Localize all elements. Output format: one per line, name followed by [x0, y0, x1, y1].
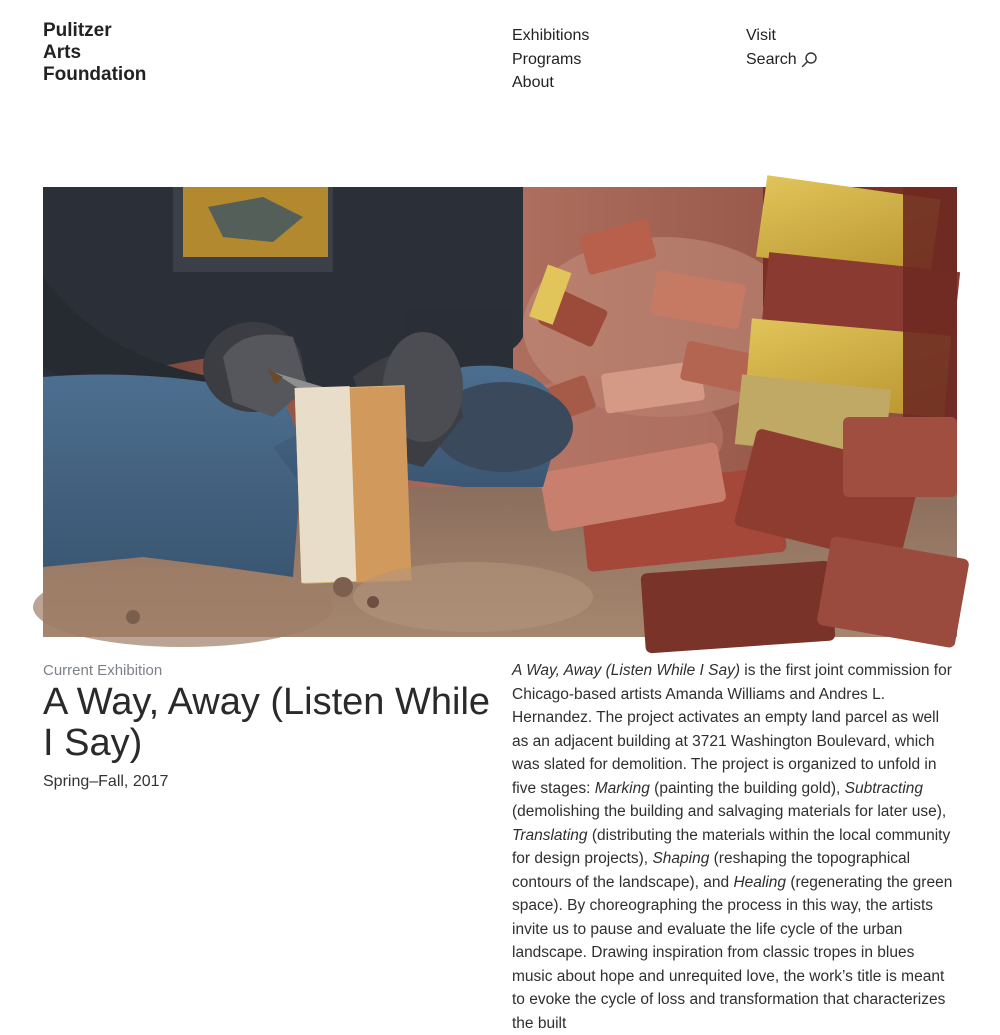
- stage-subtracting: Subtracting: [844, 779, 924, 797]
- search-label: Search: [746, 50, 797, 68]
- description-text-2: (painting the building gold),: [649, 779, 845, 797]
- description-text-5: (reshaping the topographical contours of the landscape), and: [512, 850, 911, 891]
- site-logo[interactable]: [43, 20, 223, 86]
- stage-shaping: Shaping: [652, 850, 710, 867]
- description-text-6: (regenerating the green space). By choreographing the process in this way, the artists invite us to pause and evaluate the life cycle of the urban landscape. Drawing inspiration from classic tropes in blues music about hope and unrequited love, the work’s title is meant to evoke the cycle of loss and transformation that characterizes the built: [512, 873, 953, 1032]
- description-text-4: (distributing the materials within the local community for design projects),: [512, 826, 951, 867]
- search-icon: [801, 51, 818, 68]
- logo-line-2: Arts: [43, 42, 82, 63]
- stage-translating: Translating: [512, 826, 588, 844]
- exhibition-label: Current Exhibition: [43, 662, 163, 679]
- logo-line-3: Foundation: [43, 64, 147, 85]
- exhibition-title: A Way, Away (Listen While I Say): [43, 681, 491, 764]
- hero-photo: [43, 187, 957, 637]
- hero-image: [43, 187, 957, 637]
- nav-link-programs[interactable]: Programs: [512, 50, 582, 68]
- secondary-nav: [746, 24, 818, 71]
- description-text-3: (demolishing the building and salvaging materials for later use),: [512, 803, 947, 820]
- primary-nav: [512, 24, 589, 95]
- description-text-1: is the first joint commission for Chicago-based artists Amanda Williams and Andres L. Hernandez. The project activates an empty land parcel as well as an adjacent building at 3721 Washington Boulevard, which was slated for demolition. The project is organized to unfold in five stages:: [512, 662, 952, 797]
- nav-link-about[interactable]: About: [512, 74, 554, 91]
- nav-link-visit[interactable]: Visit: [746, 27, 776, 44]
- search-button[interactable]: [746, 48, 818, 72]
- stage-marking: Marking: [594, 779, 650, 797]
- stage-healing: Healing: [733, 873, 787, 891]
- description-title: A Way, Away (Listen While I Say): [512, 662, 740, 679]
- logo-line-1: Pulitzer: [43, 20, 112, 41]
- exhibition-dates: Spring–Fall, 2017: [43, 773, 169, 790]
- nav-link-exhibitions[interactable]: Exhibitions: [512, 27, 590, 44]
- exhibition-description: [512, 659, 958, 1035]
